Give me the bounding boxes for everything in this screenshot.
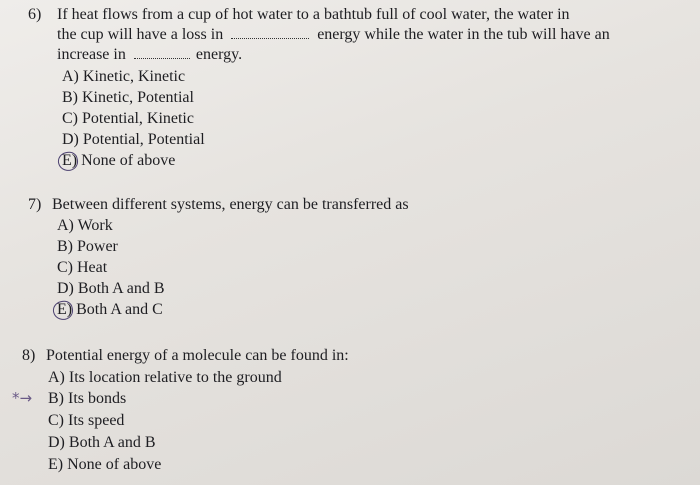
option-letter: B) <box>57 238 73 255</box>
option-text: Its bonds <box>68 390 127 407</box>
option-d[interactable] <box>48 433 156 453</box>
option-a[interactable] <box>48 368 282 388</box>
question-number: 7) <box>28 196 42 213</box>
question-number: 6) <box>28 6 42 23</box>
option-text: Its speed <box>68 412 125 429</box>
option-b[interactable] <box>62 88 194 108</box>
option-letter: B) <box>62 89 78 106</box>
option-text: Heat <box>77 259 108 276</box>
option-letter: E) <box>48 456 64 473</box>
option-text: Potential, Kinetic <box>82 110 194 127</box>
option-letter: B) <box>48 390 64 407</box>
option-text: None of above <box>81 152 176 169</box>
option-letter: C) <box>48 412 64 429</box>
stem-text: energy. <box>195 46 243 63</box>
question-number: 8) <box>22 347 36 364</box>
option-letter: A) <box>48 369 65 386</box>
stem-text: energy while the water in the tub will have an <box>317 26 610 43</box>
option-letter: D) <box>48 434 65 451</box>
stem-text: the cup will have a loss in <box>57 26 224 43</box>
option-d[interactable] <box>62 130 205 150</box>
question-stem-line <box>57 25 610 45</box>
option-letter: A) <box>62 68 79 85</box>
option-text: Both A and B <box>68 434 156 451</box>
answer-blank <box>231 27 309 39</box>
question-stem-line <box>57 45 242 65</box>
question-stem-line: Between different systems, energy can be transferred as <box>52 196 409 213</box>
option-text: None of above <box>67 456 162 473</box>
option-text: Potential, Potential <box>82 131 205 148</box>
option-letter: C) <box>57 259 73 276</box>
arrow-mark-icon: *→ <box>12 389 33 407</box>
option-a[interactable] <box>57 216 113 236</box>
option-text: Both A and C <box>76 301 163 318</box>
option-e[interactable] <box>57 300 163 320</box>
option-letter: D) <box>62 131 79 148</box>
option-letter: C) <box>62 110 78 127</box>
question-stem-line: If heat flows from a cup of hot water to a bathtub full of cool water, the water in <box>57 6 570 23</box>
option-e[interactable] <box>48 455 161 475</box>
option-text: Both A and B <box>77 280 165 297</box>
circled-answer-mark: E) <box>57 301 73 318</box>
option-letter: D) <box>57 280 74 297</box>
option-c[interactable] <box>57 258 107 278</box>
question-stem-line: Potential energy of a molecule can be found in: <box>46 347 349 364</box>
option-a[interactable] <box>62 67 185 87</box>
option-c[interactable] <box>62 109 194 129</box>
option-e[interactable] <box>62 151 175 171</box>
option-text: Work <box>77 217 113 234</box>
option-d[interactable] <box>57 279 165 299</box>
option-text: Kinetic, Potential <box>82 89 194 106</box>
option-text: Power <box>77 238 118 255</box>
option-text: Its location relative to the ground <box>68 369 282 386</box>
stem-text: increase in <box>57 46 126 63</box>
option-b[interactable] <box>48 389 126 409</box>
circled-answer-mark: E) <box>62 152 78 169</box>
answer-blank <box>134 47 190 59</box>
option-c[interactable] <box>48 411 124 431</box>
option-letter: A) <box>57 217 74 234</box>
option-text: Kinetic, Kinetic <box>82 68 186 85</box>
option-b[interactable] <box>57 237 118 257</box>
